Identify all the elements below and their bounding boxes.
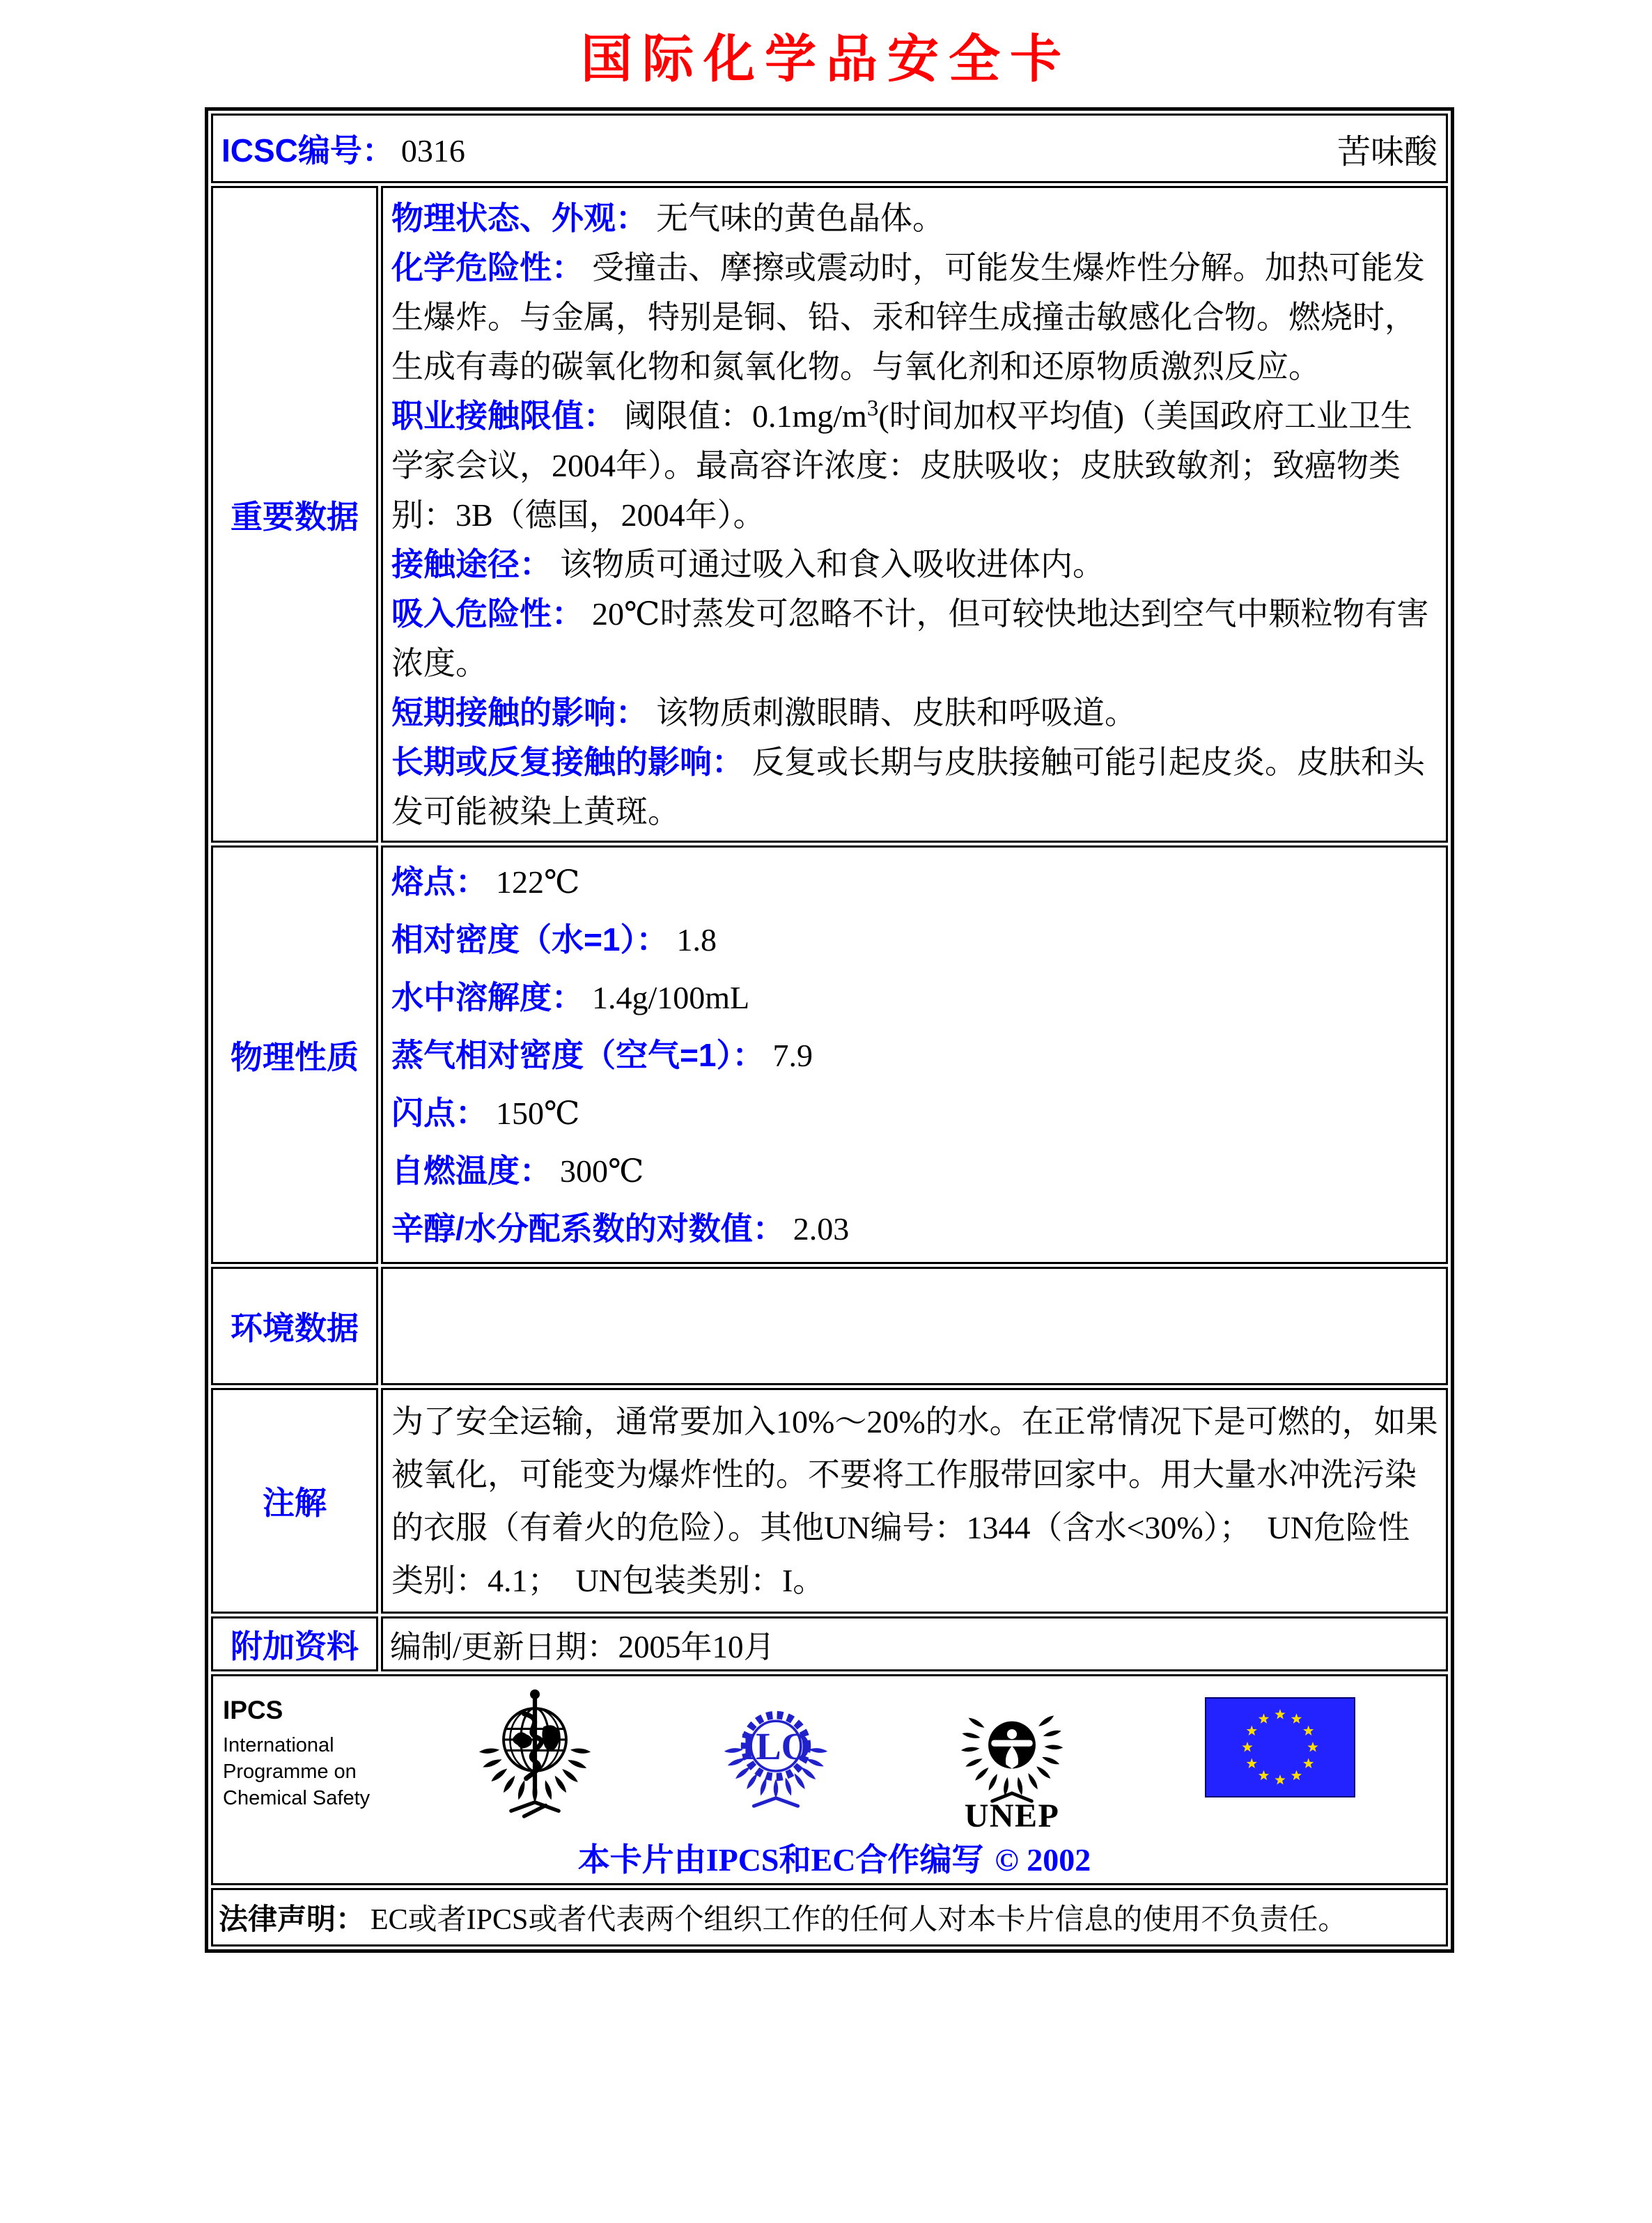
card-table (205, 107, 1454, 1953)
physical-properties-row (211, 845, 1448, 1264)
footer-caption: 本卡片由IPCS和EC合作编写 (577, 1842, 984, 1878)
legal-label: 法律声明： (219, 1903, 366, 1935)
footer-copyright: © 2002 (995, 1842, 1091, 1878)
prop-logp: 辛醇/水分配系数的对数值： 2.03 (391, 1210, 850, 1247)
entry-inhalation-risk: 吸入危险性： 20℃时蒸发可忽略不计，但可较快地达到空气中颗粒物有害浓度。 (391, 595, 1429, 681)
row-label-environmental-data-cell (211, 1267, 378, 1385)
prop-flash-point: 闪点： 150℃ (391, 1095, 580, 1131)
entry-short-term-effects: 短期接触的影响： 该物质刺激眼睛、皮肤和呼吸道。 (391, 694, 1137, 731)
icsc-number: 0316 (400, 133, 465, 169)
prop-vapor-density: 蒸气相对密度（空气=1）： 7.9 (391, 1037, 813, 1073)
ipcs-title: IPCS (223, 1696, 283, 1724)
entry-occupational-limits: 职业接触限值： 阈限值：$0.1mg/m^3$(时间加权平均值)（美国政府工业卫生学家会议，2004年）。最高容许浓度：皮肤吸收；皮肤致敏剂；致癌物类别：3B（德国，2004年）。 (391, 395, 1413, 533)
entry-long-term-effects: 长期或反复接触的影响： 反复或长期与皮肤接触可能引起皮炎。皮肤和头发可能被染上黄斑。 (391, 744, 1425, 829)
row-label-important-data-cell (211, 186, 378, 843)
unep-letters: UNEP (964, 1797, 1060, 1832)
additional-info-text: 编制/更新日期：2005年10月 (381, 1616, 1448, 1671)
superscript-3: 3 (866, 395, 879, 421)
ilo-letters: ILO (740, 1724, 811, 1768)
row-label-physical-properties: 物理性质 (231, 1038, 359, 1075)
row-label-additional-info: 附加资料 (231, 1628, 359, 1664)
important-data-row (211, 186, 1448, 843)
legal-text: EC或者IPCS或者代表两个组织工作的任何人对本卡片信息的使用不负责任。 (371, 1904, 1348, 1936)
entry-chemical-danger: 化学危险性： 受撞击、摩擦或震动时，可能发生爆炸性分解。加热可能发生爆炸。与金属，特别是铜、铅、汞和锌生成撞击敏感化合物。燃烧时，生成有毒的碳氧化物和氮氧化物。与氧化剂和还原物质激烈反应。 (391, 249, 1425, 384)
prop-melting-point: 熔点： 122℃ (391, 864, 580, 900)
eu-flag-icon (1205, 1697, 1355, 1797)
legal-cell (211, 1888, 1448, 1947)
row-label-additional-info-cell (211, 1616, 378, 1671)
row-label-notes-cell (211, 1388, 378, 1614)
notes-content (381, 1388, 1448, 1614)
substance-name: 苦味酸 (1337, 133, 1437, 171)
unep-logo-icon (953, 1689, 1071, 1832)
ipcs-line-3: Chemical Safety (223, 1787, 371, 1809)
header-cell (211, 114, 1448, 183)
prop-water-solubility: 水中溶解度： 1.4g/100mL (391, 979, 750, 1015)
prop-relative-density: 相对密度（水=1）： 1.8 (391, 921, 717, 958)
notes-text: 为了安全运输，通常要加入10%～20%的水。在正常情况下是可燃的，如果被氧化，可能变为爆炸性的。不要将工作服带回家中。用大量水冲洗污染的衣服（有着火的危险）。其他UN编号：1344（含水<30%）； UN危险性类别：4.1； UN包装类别：I。 (391, 1404, 1438, 1598)
ipcs-block (223, 1682, 453, 1811)
logos-cell (211, 1674, 1448, 1885)
row-label-notes: 注解 (263, 1485, 327, 1521)
row-label-important-data: 重要数据 (231, 498, 359, 535)
ilo-logo-icon (715, 1686, 837, 1810)
icsc-label: ICSC编号： (221, 132, 394, 169)
page-title: 国际化学品安全卡 (581, 31, 1071, 88)
footer-caption-line (223, 1834, 1446, 1880)
notes-row (211, 1388, 1448, 1614)
environmental-data-row (211, 1267, 1448, 1385)
entry-exposure-routes: 接触途径： 该物质可通过吸入和食入吸收进体内。 (391, 546, 1105, 582)
logos-row (211, 1674, 1448, 1885)
ipcs-line-2: Programme on (223, 1761, 357, 1783)
entry-physical-state: 物理状态、外观： 无气味的黄色晶体。 (391, 200, 944, 236)
important-data-content (381, 186, 1448, 843)
who-logo-icon (470, 1683, 600, 1820)
legal-row (211, 1888, 1448, 1947)
row-label-environmental-data: 环境数据 (231, 1310, 359, 1346)
additional-info-row (211, 1616, 1448, 1671)
ipcs-line-1: International (223, 1734, 334, 1756)
row-label-physical-properties-cell (211, 845, 378, 1264)
prop-autoignition-temp: 自燃温度： 300℃ (391, 1153, 644, 1189)
physical-properties-content (381, 845, 1448, 1264)
header-row (211, 114, 1448, 183)
environmental-data-content (381, 1267, 1448, 1385)
icsc-number-group (221, 125, 465, 171)
